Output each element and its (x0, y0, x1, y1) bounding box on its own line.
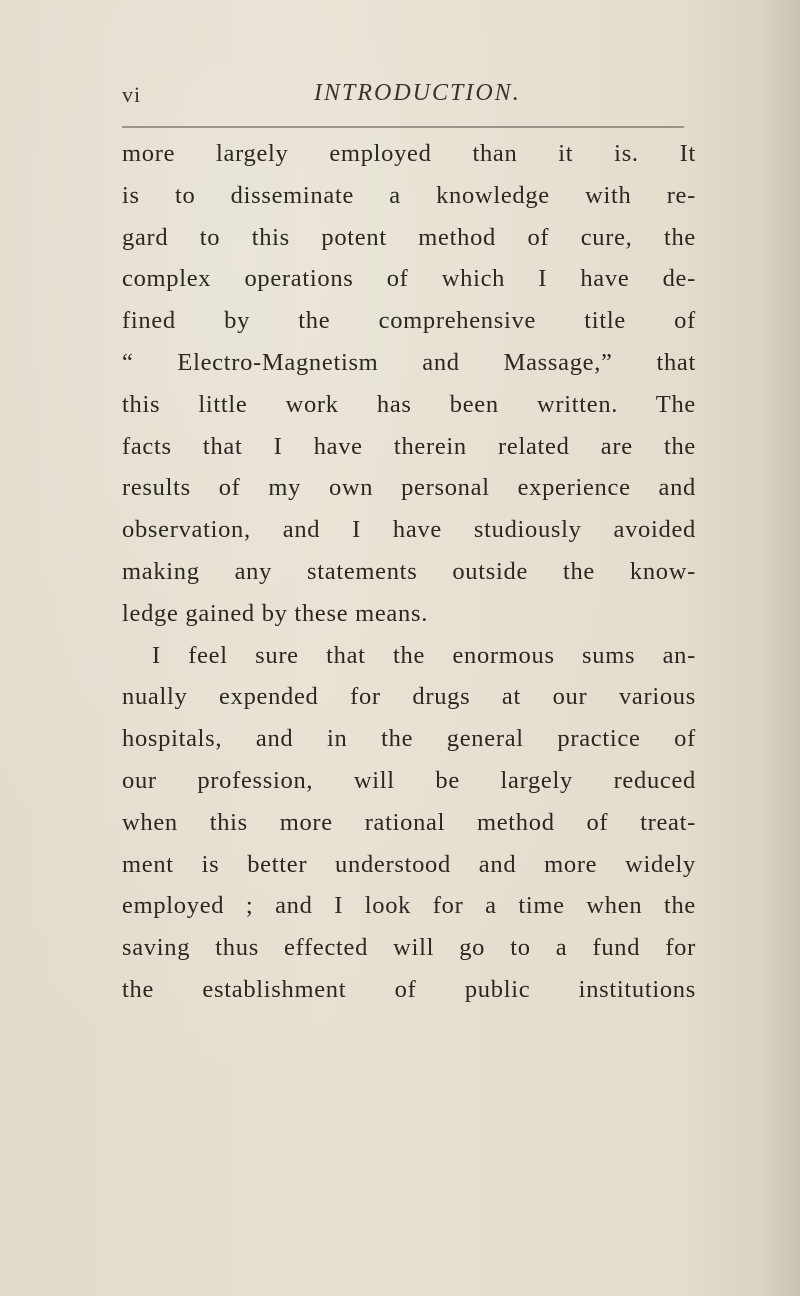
text-line: fined by the comprehensive title of (122, 307, 696, 335)
header-rule (122, 126, 684, 128)
text-line: hospitals, and in the general practice of (122, 725, 696, 753)
page-number: vi (122, 82, 142, 107)
running-title: INTRODUCTION. (314, 80, 521, 106)
text-line: ledge gained by these means. (122, 599, 429, 627)
text-line-indented: I feel sure that the enormous sums an- (152, 641, 696, 669)
text-line: nually expended for drugs at our various (122, 683, 696, 711)
text-line: our profession, will be largely reduced (122, 766, 696, 794)
text-line: is to disseminate a knowledge with re- (122, 181, 696, 209)
text-line: observation, and I have studiously avoided (122, 516, 696, 544)
body-text (122, 133, 696, 1011)
text-line: making any statements outside the know- (122, 557, 696, 585)
text-line: the establishment of public institutions (122, 975, 696, 1003)
text-line: more largely employed than it is. It (122, 140, 696, 167)
text-line: complex operations of which I have de- (122, 265, 696, 293)
text-line: ment is better understood and more widely (122, 850, 696, 878)
text-line: facts that I have therein related are the (122, 432, 696, 460)
text-line: when this more rational method of treat- (122, 808, 696, 836)
text-line: saving thus effected will go to a fund for (122, 934, 696, 962)
page-edge-shadow (760, 0, 800, 1296)
text-line: results of my own personal experience and (122, 474, 696, 502)
text-line: this little work has been written. The (122, 390, 696, 418)
text-line: “ Electro-Magnetism and Massage,” that (122, 348, 696, 376)
text-line: employed ; and I look for a time when the (122, 892, 696, 920)
running-head (122, 80, 684, 120)
text-line: gard to this potent method of cure, the (122, 223, 696, 251)
